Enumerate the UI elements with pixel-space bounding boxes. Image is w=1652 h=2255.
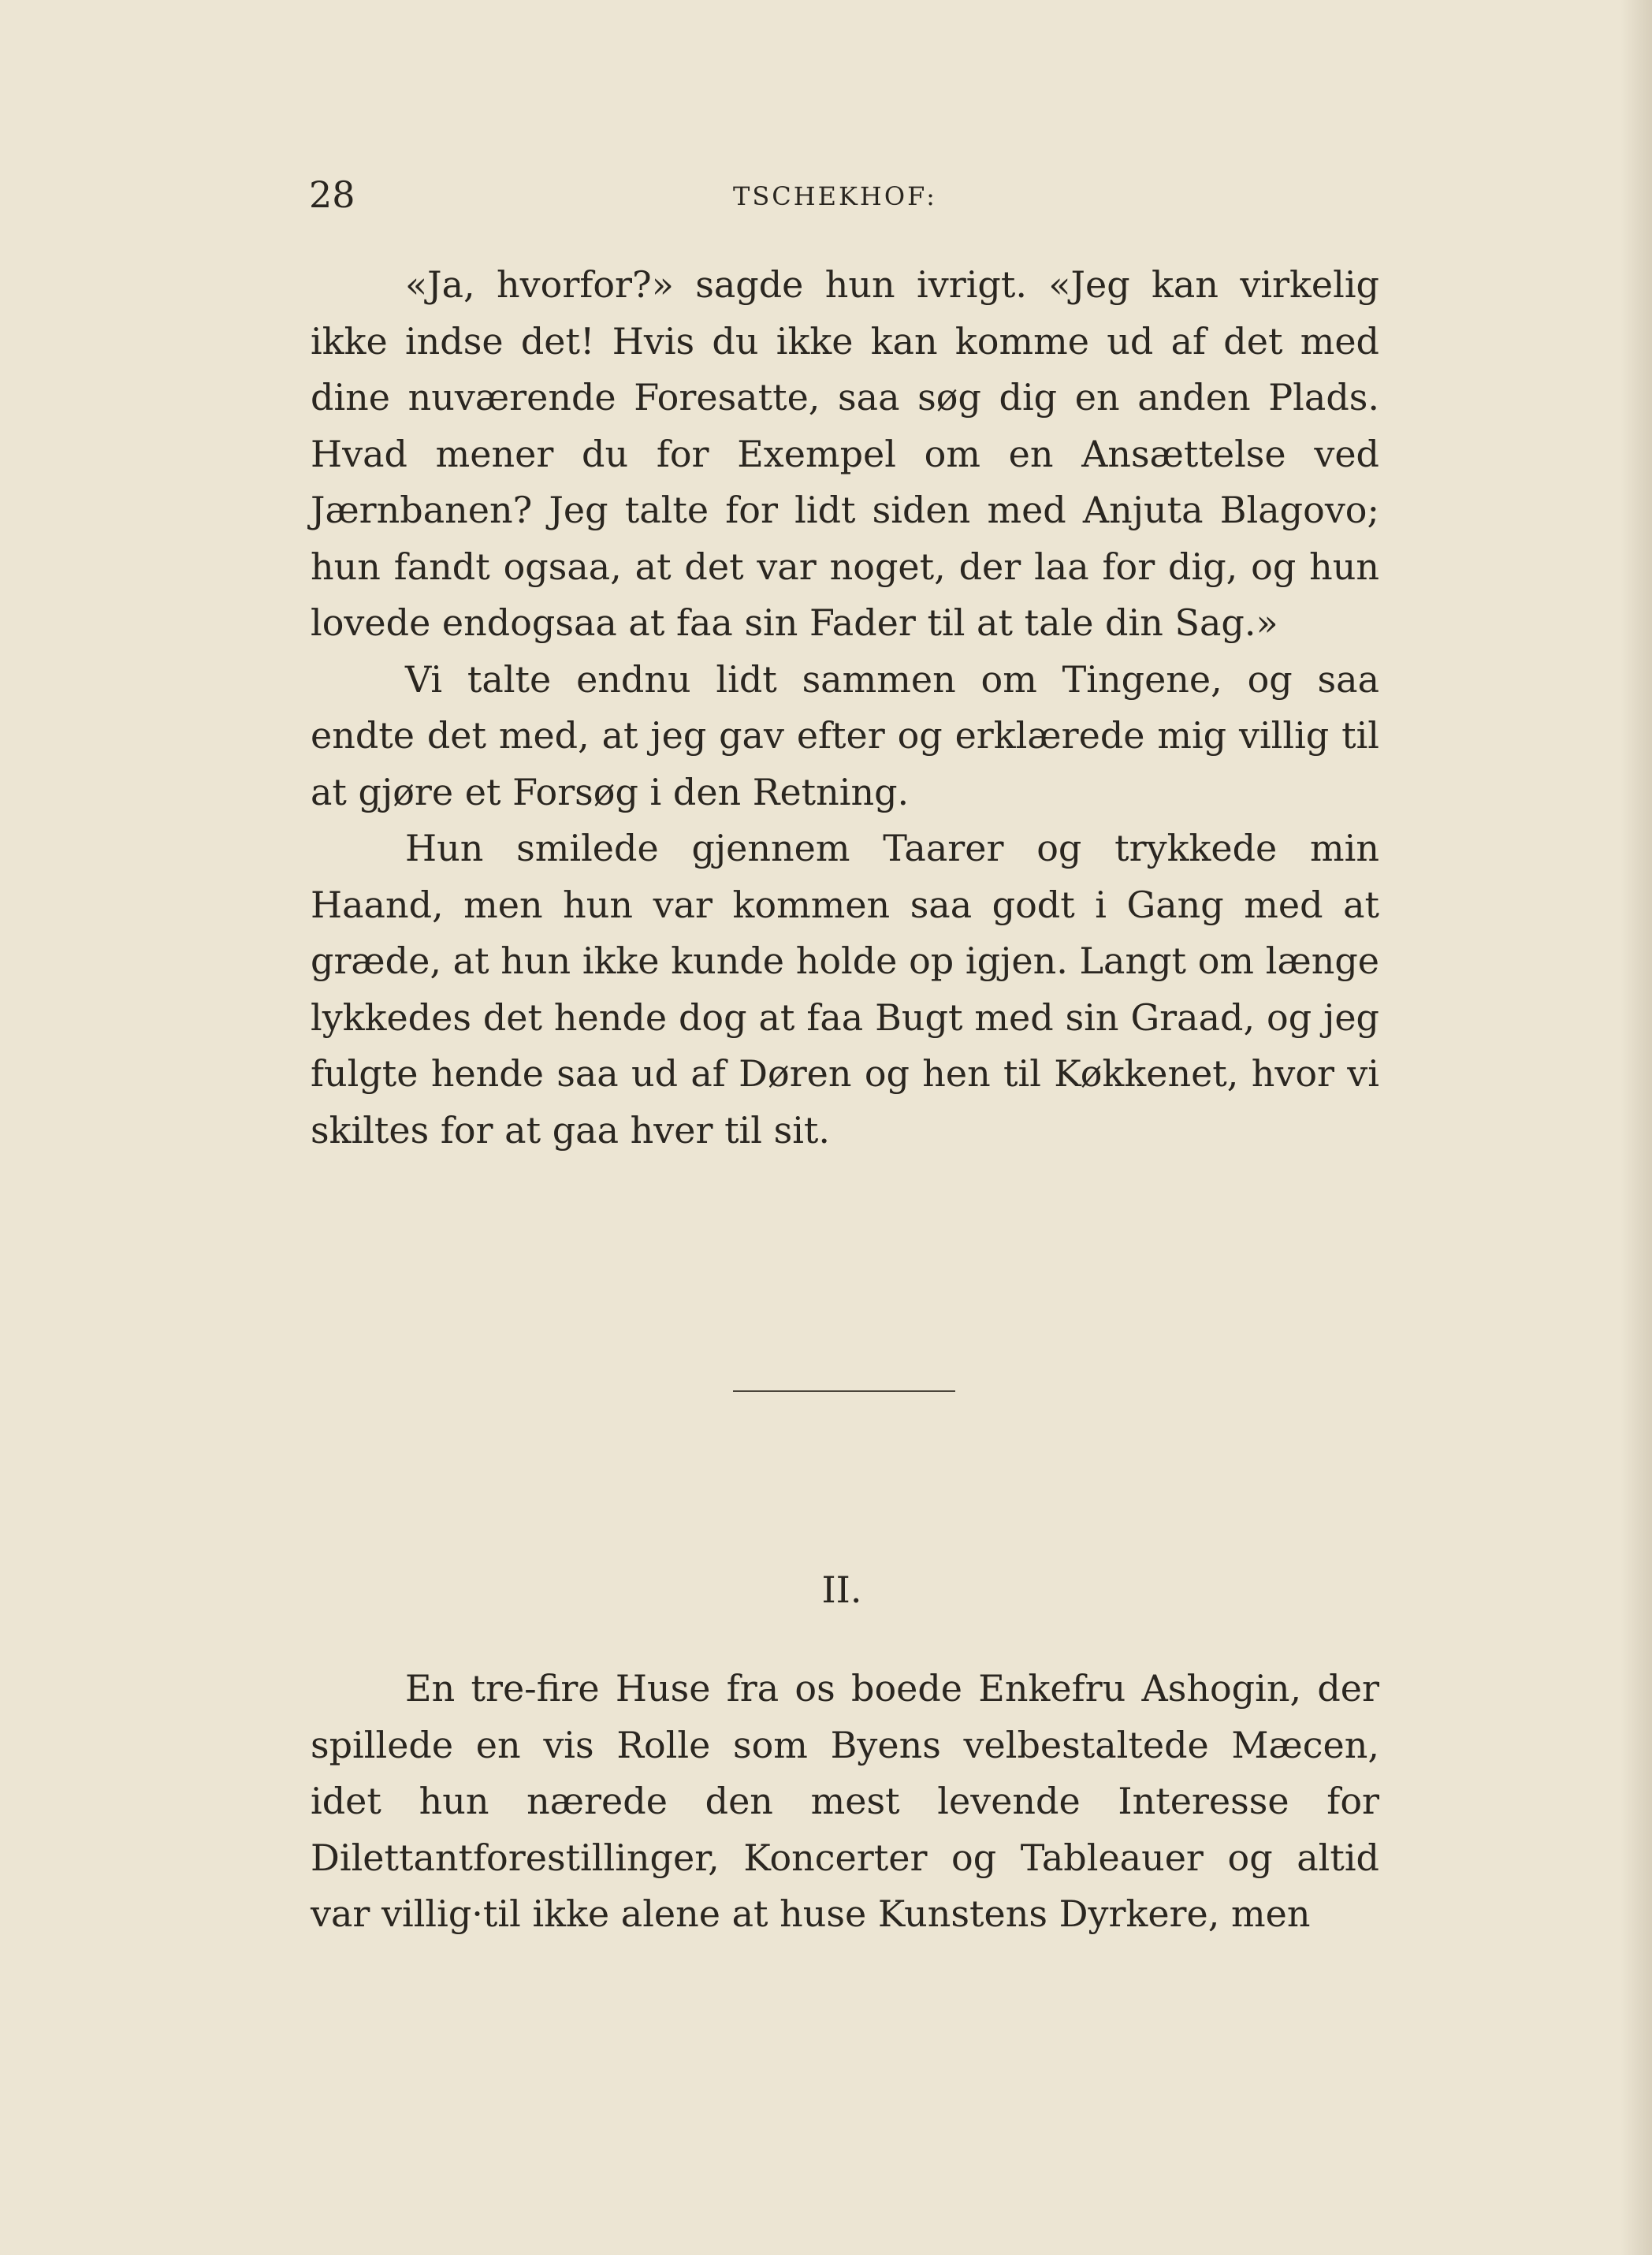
paragraph: Vi talte endnu lidt sammen om Tingene, og saa endte det med, at jeg gav efter og erklærede mig villig til at gjøre et Forsøg i den Retning. (311, 657, 1379, 813)
section-divider (733, 1390, 955, 1392)
text-block-section-2 (311, 1661, 1379, 1943)
page-edge-shadow (1620, 0, 1652, 2255)
running-title: TSCHEKHOF: (733, 181, 937, 211)
page-number: 28 (309, 173, 355, 216)
paragraph: Hun smilede gjennem Taarer og trykkede min Haand, men hun var kommen saa godt i Gang med at græde, at hun ikke kunde holde op igjen. Langt om længe lykkedes det hende dog at faa Bugt med sin Graad, og jeg fulgte hende saa ud af Døren og hen til Køkkenet, hvor vi skiltes for at gaa hver til sit. (311, 827, 1379, 1152)
paragraph: «Ja, hvorfor?» sagde hun ivrigt. «Jeg kan virkelig ikke indse det! Hvis du ikke kan komme ud af det med dine nuværende Foresatte, saa søg dig en anden Plads. Hvad mener du for Exempel om en Ansættelse ved Jærnbanen? Jeg talte for lidt siden med Anjuta Blagovo; hun fandt ogsaa, at det var noget, der laa for dig, og hun lovede endogsaa at faa sin Fader til at tale din Sag.» (311, 263, 1379, 644)
chapter-heading (0, 1568, 1652, 1611)
text-block-section-1 (311, 257, 1379, 1159)
paragraph: En tre-fire Huse fra os boede Enkefru Ashogin, der spillede en vis Rolle som Byens velbestaltede Mæcen, idet hun nærede den mest levende Interesse for Dilettantforestillinger, Koncerter og Tableauer og altid var villig·til ikke alene at huse Kunstens Dyrkere, men (311, 1667, 1379, 1935)
page-header (309, 166, 1381, 221)
chapter-number: II. (821, 1568, 862, 1611)
